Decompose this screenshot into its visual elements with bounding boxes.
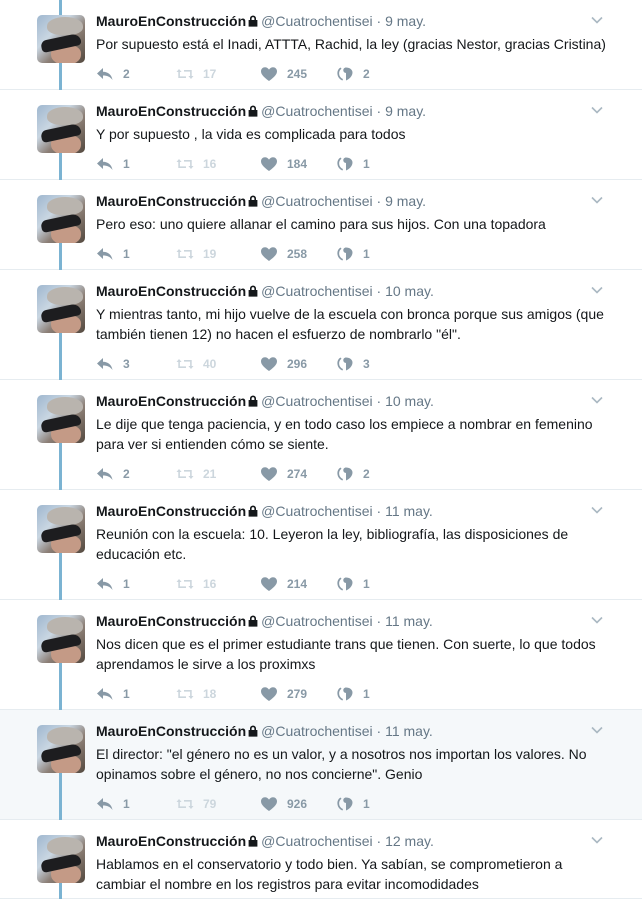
display-name[interactable]: MauroEnConstrucción — [96, 193, 247, 209]
avatar[interactable] — [37, 395, 85, 443]
heart-icon — [260, 246, 278, 262]
tweet-date[interactable]: 12 may. — [385, 833, 434, 849]
direct-message-button[interactable] — [336, 244, 370, 264]
separator-dot: · — [372, 283, 386, 299]
separator-dot: · — [372, 723, 386, 739]
action-count: 3 — [363, 357, 370, 371]
heart-icon — [260, 576, 278, 592]
retweet-icon — [176, 356, 194, 372]
retweet-icon — [176, 466, 194, 482]
retweet-icon — [176, 576, 194, 592]
like-button[interactable] — [260, 684, 307, 704]
action-count: 1 — [363, 797, 370, 811]
display-name[interactable]: MauroEnConstrucción — [96, 833, 247, 849]
lock-icon — [248, 614, 258, 630]
chevron-down-icon[interactable] — [590, 12, 604, 22]
tweet-date[interactable]: 11 may. — [385, 613, 433, 629]
separator-dot: · — [372, 13, 386, 29]
like-button[interactable] — [260, 354, 307, 374]
user-handle[interactable]: @Cuatrochentisei — [261, 103, 373, 119]
tweet-text: El director: "el género no es un valor, y a nosotros nos importan los valores. No opinamos sobre el género, no nos concierne". Genio — [96, 746, 587, 782]
tweet-date[interactable]: 9 may. — [385, 13, 427, 29]
display-name[interactable]: MauroEnConstrucción — [96, 723, 247, 739]
user-handle[interactable]: @Cuatrochentisei — [261, 503, 373, 519]
heart-icon — [260, 466, 278, 482]
avatar[interactable] — [37, 15, 85, 63]
action-count: 926 — [287, 797, 308, 811]
avatar[interactable] — [37, 195, 85, 243]
tweet-text: Y por supuesto , la vida es complicada para todos — [96, 126, 406, 142]
user-handle[interactable]: @Cuatrochentisei — [261, 833, 373, 849]
tweet-header — [96, 193, 426, 210]
tweet[interactable] — [0, 180, 642, 270]
heart-icon — [260, 356, 278, 372]
lock-icon — [248, 14, 258, 30]
direct-message-icon — [336, 466, 354, 482]
separator-dot: · — [372, 393, 386, 409]
action-count: 2 — [363, 467, 370, 481]
user-handle[interactable]: @Cuatrochentisei — [261, 393, 373, 409]
tweet[interactable] — [0, 490, 642, 600]
tweet-date[interactable]: 9 may. — [385, 103, 427, 119]
direct-message-button[interactable] — [336, 574, 370, 594]
separator-dot: · — [372, 833, 386, 849]
tweet-header — [96, 833, 434, 850]
like-button[interactable] — [260, 574, 307, 594]
tweet[interactable] — [0, 820, 642, 899]
tweet-date[interactable]: 11 may. — [385, 723, 433, 739]
tweet-header — [96, 723, 433, 740]
tweet-header — [96, 503, 433, 520]
thread-connector — [59, 0, 62, 15]
action-count: 79 — [203, 797, 217, 811]
action-count: 2 — [123, 467, 130, 481]
action-count: 1 — [123, 247, 130, 261]
reply-icon — [96, 796, 114, 812]
separator-dot: · — [372, 613, 386, 629]
display-name[interactable]: MauroEnConstrucción — [96, 503, 247, 519]
display-name[interactable]: MauroEnConstrucción — [96, 613, 247, 629]
separator-dot: · — [372, 103, 386, 119]
direct-message-button[interactable] — [336, 154, 370, 174]
chevron-down-icon[interactable] — [590, 192, 604, 202]
user-handle[interactable]: @Cuatrochentisei — [261, 13, 373, 29]
action-count: 279 — [287, 687, 308, 701]
reply-icon — [96, 466, 114, 482]
action-count: 1 — [363, 577, 370, 591]
tweet[interactable] — [0, 270, 642, 380]
tweet-date[interactable]: 10 may. — [385, 393, 434, 409]
avatar[interactable] — [37, 505, 85, 553]
display-name[interactable]: MauroEnConstrucción — [96, 13, 247, 29]
chevron-down-icon[interactable] — [590, 502, 604, 512]
display-name[interactable]: MauroEnConstrucción — [96, 283, 247, 299]
reply-button[interactable] — [96, 684, 130, 704]
retweet-button[interactable] — [176, 794, 216, 814]
direct-message-button[interactable] — [336, 464, 370, 484]
thread-connector — [59, 883, 62, 899]
lock-icon — [248, 284, 258, 300]
chevron-down-icon[interactable] — [590, 722, 604, 732]
chevron-down-icon[interactable] — [590, 102, 604, 112]
tweet-text: Nos dicen que es el primer estudiante trans que tienen. Con suerte, lo que todos aprendamos le sirve a los proximxs — [96, 636, 596, 672]
tweet-header — [96, 103, 426, 120]
like-button[interactable] — [260, 244, 307, 264]
retweet-button[interactable] — [176, 354, 216, 374]
direct-message-button[interactable] — [336, 794, 370, 814]
tweet-text: Por supuesto está el Inadi, ATTTA, Rachid, la ley (gracias Nestor, gracias Cristina) — [96, 36, 606, 52]
action-count: 1 — [123, 687, 130, 701]
user-handle[interactable]: @Cuatrochentisei — [261, 613, 373, 629]
direct-message-icon — [336, 246, 354, 262]
display-name[interactable]: MauroEnConstrucción — [96, 103, 247, 119]
retweet-icon — [176, 246, 194, 262]
avatar[interactable] — [37, 725, 85, 773]
tweet-header — [96, 613, 433, 630]
action-count: 2 — [363, 67, 370, 81]
avatar[interactable] — [37, 285, 85, 333]
retweet-button[interactable] — [176, 154, 216, 174]
user-handle[interactable]: @Cuatrochentisei — [261, 193, 373, 209]
like-button[interactable] — [260, 794, 307, 814]
lock-icon — [248, 504, 258, 520]
user-handle[interactable]: @Cuatrochentisei — [261, 283, 373, 299]
tweet-text: Hablamos en el conservatorio y todo bien. Ya sabían, se comprometieron a cambiar el nombre en los registros para evitar incomodidades — [96, 856, 563, 892]
action-count: 40 — [203, 357, 217, 371]
reply-button[interactable] — [96, 244, 130, 264]
action-count: 1 — [123, 157, 130, 171]
tweet-text: Reunión con la escuela: 10. Leyeron la ley, bibliografía, las disposiciones de educación etc. — [96, 526, 569, 562]
action-count: 1 — [363, 157, 370, 171]
heart-icon — [260, 156, 278, 172]
action-count: 274 — [287, 467, 308, 481]
action-count: 258 — [287, 247, 308, 261]
direct-message-button[interactable] — [336, 64, 370, 84]
action-count: 214 — [287, 577, 308, 591]
display-name[interactable]: MauroEnConstrucción — [96, 393, 247, 409]
action-count: 16 — [203, 157, 217, 171]
reply-icon — [96, 356, 114, 372]
direct-message-icon — [336, 576, 354, 592]
tweet-text: Pero eso: uno quiere allanar el camino para sus hijos. Con una topadora — [96, 216, 546, 232]
user-handle[interactable]: @Cuatrochentisei — [261, 723, 373, 739]
reply-button[interactable] — [96, 154, 130, 174]
like-button[interactable] — [260, 64, 307, 84]
tweet[interactable] — [0, 710, 642, 820]
reply-icon — [96, 66, 114, 82]
avatar[interactable] — [37, 105, 85, 153]
reply-icon — [96, 156, 114, 172]
retweet-button[interactable] — [176, 684, 216, 704]
action-count: 1 — [123, 797, 130, 811]
tweet-date[interactable]: 10 may. — [385, 283, 434, 299]
tweet[interactable] — [0, 380, 642, 490]
action-count: 1 — [123, 577, 130, 591]
action-count: 18 — [203, 687, 217, 701]
action-count: 1 — [363, 247, 370, 261]
separator-dot: · — [372, 193, 386, 209]
direct-message-icon — [336, 156, 354, 172]
lock-icon — [248, 194, 258, 210]
reply-button[interactable] — [96, 64, 130, 84]
action-count: 184 — [287, 157, 308, 171]
direct-message-button[interactable] — [336, 684, 370, 704]
action-count: 16 — [203, 577, 217, 591]
reply-button[interactable] — [96, 354, 130, 374]
action-count: 21 — [203, 467, 217, 481]
lock-icon — [248, 724, 258, 740]
retweet-icon — [176, 796, 194, 812]
retweet-button[interactable] — [176, 574, 216, 594]
avatar[interactable] — [37, 835, 85, 883]
action-count: 19 — [203, 247, 217, 261]
tweet-header — [96, 13, 426, 30]
chevron-down-icon[interactable] — [590, 612, 604, 622]
chevron-down-icon[interactable] — [590, 282, 604, 292]
tweet[interactable] — [0, 90, 642, 180]
action-count: 2 — [123, 67, 130, 81]
reply-button[interactable] — [96, 574, 130, 594]
retweet-icon — [176, 686, 194, 702]
heart-icon — [260, 686, 278, 702]
retweet-button[interactable] — [176, 464, 216, 484]
reply-icon — [96, 246, 114, 262]
tweet-date[interactable]: 9 may. — [385, 193, 427, 209]
direct-message-button[interactable] — [336, 354, 370, 374]
retweet-icon — [176, 66, 194, 82]
reply-icon — [96, 686, 114, 702]
chevron-down-icon[interactable] — [590, 392, 604, 402]
lock-icon — [248, 834, 258, 850]
tweet-date[interactable]: 11 may. — [385, 503, 433, 519]
direct-message-icon — [336, 66, 354, 82]
action-count: 296 — [287, 357, 308, 371]
lock-icon — [248, 104, 258, 120]
like-button[interactable] — [260, 154, 307, 174]
action-count: 3 — [123, 357, 130, 371]
retweet-button[interactable] — [176, 64, 216, 84]
direct-message-icon — [336, 686, 354, 702]
action-count: 1 — [363, 687, 370, 701]
chevron-down-icon[interactable] — [590, 832, 604, 842]
heart-icon — [260, 796, 278, 812]
reply-button[interactable] — [96, 794, 130, 814]
lock-icon — [248, 394, 258, 410]
direct-message-icon — [336, 796, 354, 812]
action-count: 17 — [203, 67, 217, 81]
avatar[interactable] — [37, 615, 85, 663]
separator-dot: · — [372, 503, 386, 519]
reply-icon — [96, 576, 114, 592]
like-button[interactable] — [260, 464, 307, 484]
tweet[interactable] — [0, 0, 642, 90]
reply-button[interactable] — [96, 464, 130, 484]
tweet-header — [96, 393, 434, 410]
retweet-icon — [176, 156, 194, 172]
tweet-text: Y mientras tanto, mi hijo vuelve de la escuela con bronca porque sus amigos (que también tienen 12) no hacen el esfuerzo de nombrarlo "él". — [96, 306, 604, 342]
tweet-header — [96, 283, 434, 300]
retweet-button[interactable] — [176, 244, 216, 264]
tweet-text: Le dije que tenga paciencia, y en todo caso los empiece a nombrar en femenino para ver si entienden cómo se siente. — [96, 416, 593, 452]
heart-icon — [260, 66, 278, 82]
tweet[interactable] — [0, 600, 642, 710]
action-count: 245 — [287, 67, 308, 81]
direct-message-icon — [336, 356, 354, 372]
